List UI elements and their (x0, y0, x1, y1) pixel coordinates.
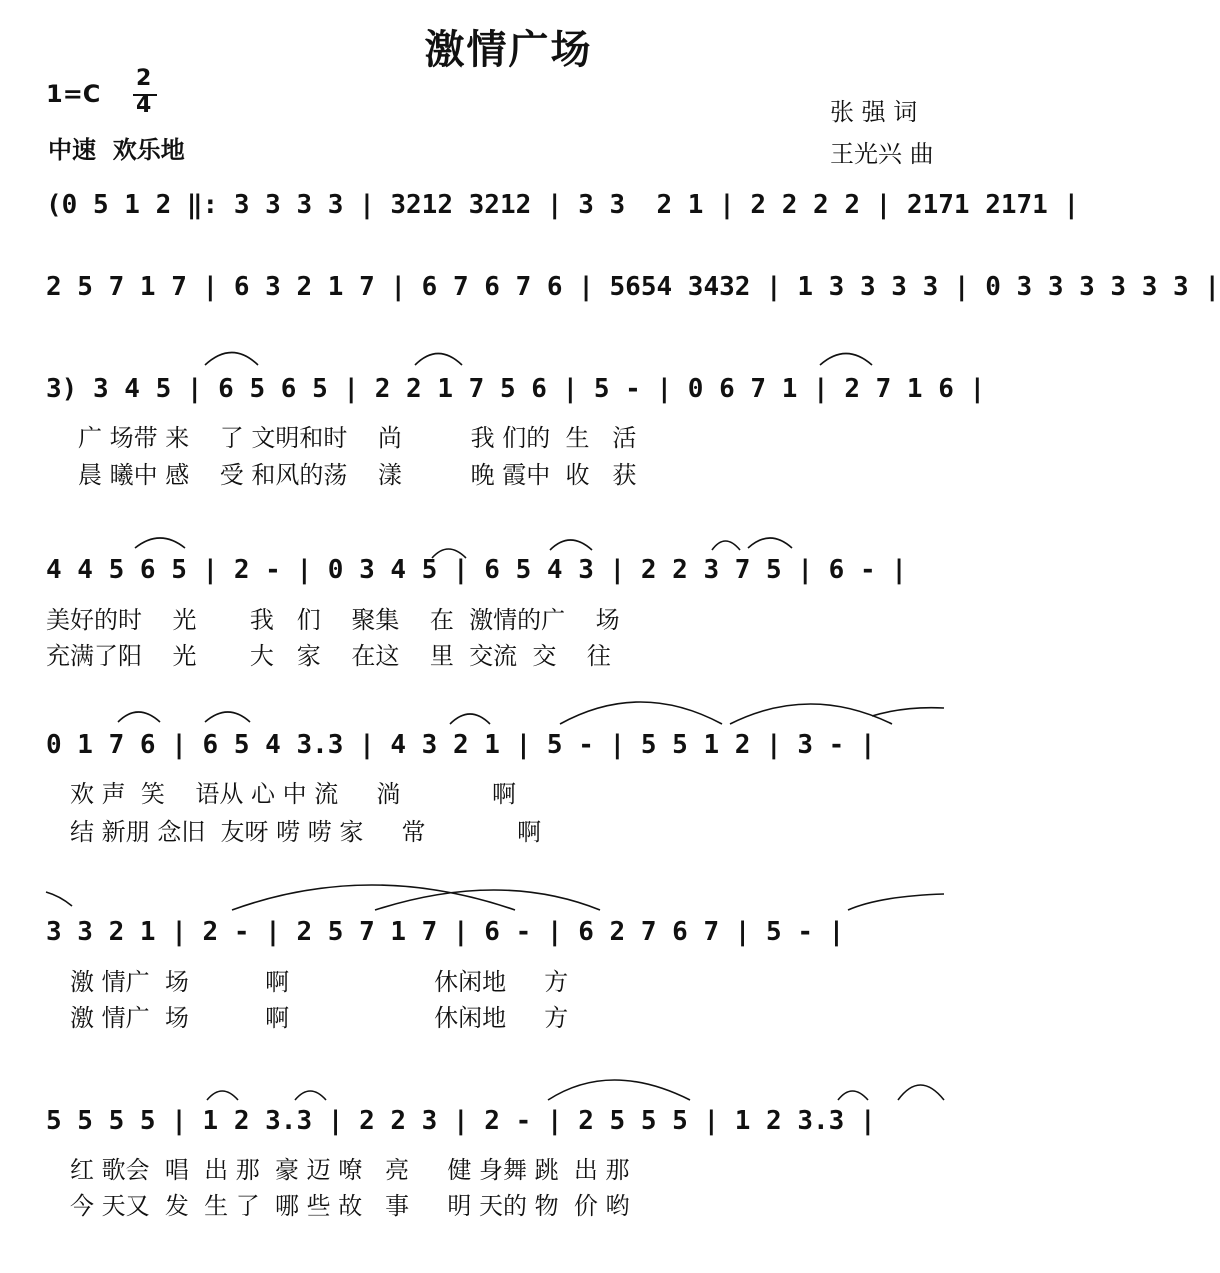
slur (118, 712, 160, 722)
slur (232, 885, 515, 910)
slur (872, 708, 944, 716)
slur (135, 538, 185, 548)
lyricist-credit: 张 强 词 (830, 98, 918, 126)
slur (730, 704, 892, 724)
slur (46, 892, 72, 906)
lyrics-row-4-verse-2: 充满了阳 光 大 家 在这 里 交流 交 往 (46, 642, 611, 670)
slur (450, 714, 490, 724)
slur (848, 894, 944, 910)
slur (548, 1080, 690, 1100)
slur (748, 538, 792, 548)
notation-row-1: (0 5 1 2 ‖: 3 3 3 3 | 3212 3212 | 3 3 2 1 | 2 2 2 2 | 2171 2171 | (46, 190, 1080, 220)
lyrics-row-7-verse-1: 红 歌会 唱 出 那 豪 迈 嘹 亮 健 身舞 跳 出 那 (70, 1156, 630, 1184)
slur (712, 541, 740, 550)
slur (415, 354, 462, 366)
notation-row-7: 5 5 5 5 | 1 2 3.3 | 2 2 3 | 2 - | 2 5 5 5 | 1 2 3.3 | (46, 1106, 876, 1136)
lyrics-row-5-verse-1: 欢 声 笑 语从 心 中 流 淌 啊 (70, 780, 516, 808)
time-signature-numerator: 2 (136, 66, 152, 91)
slur (560, 702, 722, 724)
slur (838, 1091, 868, 1100)
composer-credit: 王光兴 曲 (830, 140, 934, 168)
notation-row-5: 0 1 7 6 | 6 5 4 3.3 | 4 3 2 1 | 5 - | 5 5 1 2 | 3 - | (46, 730, 876, 760)
time-signature-denominator: 4 (136, 93, 152, 118)
lyrics-row-6-verse-1: 激 情广 场 啊 休闲地 方 (70, 968, 569, 996)
slur (207, 1091, 238, 1100)
slur (205, 353, 258, 366)
lyrics-row-6-verse-2: 激 情广 场 啊 休闲地 方 (70, 1004, 569, 1032)
notation-row-3: 3) 3 4 5 | 6 5 6 5 | 2 2 1 7 5 6 | 5 - | 0 6 7 1 | 2 7 1 6 | (46, 374, 986, 404)
key-signature: 1=C (46, 80, 101, 108)
lyrics-row-7-verse-2: 今 天又 发 生 了 哪 些 故 事 明 天的 物 价 哟 (70, 1192, 630, 1220)
lyrics-row-3-verse-2: 晨 曦中 感 受 和风的荡 漾 晚 霞中 收 获 (78, 461, 637, 489)
lyrics-row-3-verse-1: 广 场带 来 了 文明和时 尚 我 们的 生 活 (78, 424, 637, 452)
notation-row-6: 3 3 2 1 | 2 - | 2 5 7 1 7 | 6 - | 6 2 7 6 7 | 5 - | (46, 917, 845, 947)
slur (375, 890, 600, 910)
notation-row-4: 4 4 5 6 5 | 2 - | 0 3 4 5 | 6 5 4 3 | 2 2 3 7 5 | 6 - | (46, 555, 907, 585)
slur (820, 354, 872, 366)
page-title: 激情广场 (424, 27, 593, 73)
slur (432, 549, 466, 558)
notation-row-2: 2 5 7 1 7 | 6 3 2 1 7 | 6 7 6 7 6 | 5654 3432 | 1 3 3 3 3 | 0 3 3 3 3 3 3 | (46, 272, 1220, 302)
lyrics-row-5-verse-2: 结 新朋 念旧 友呀 唠 唠 家 常 啊 (70, 818, 542, 846)
slur (898, 1085, 944, 1100)
slur (550, 540, 592, 550)
tempo-marking: 中速 欢乐地 (48, 136, 185, 164)
slur (205, 712, 250, 722)
slur (295, 1091, 326, 1100)
lyrics-row-4-verse-1: 美好的时 光 我 们 聚集 在 激情的广 场 (46, 606, 620, 634)
